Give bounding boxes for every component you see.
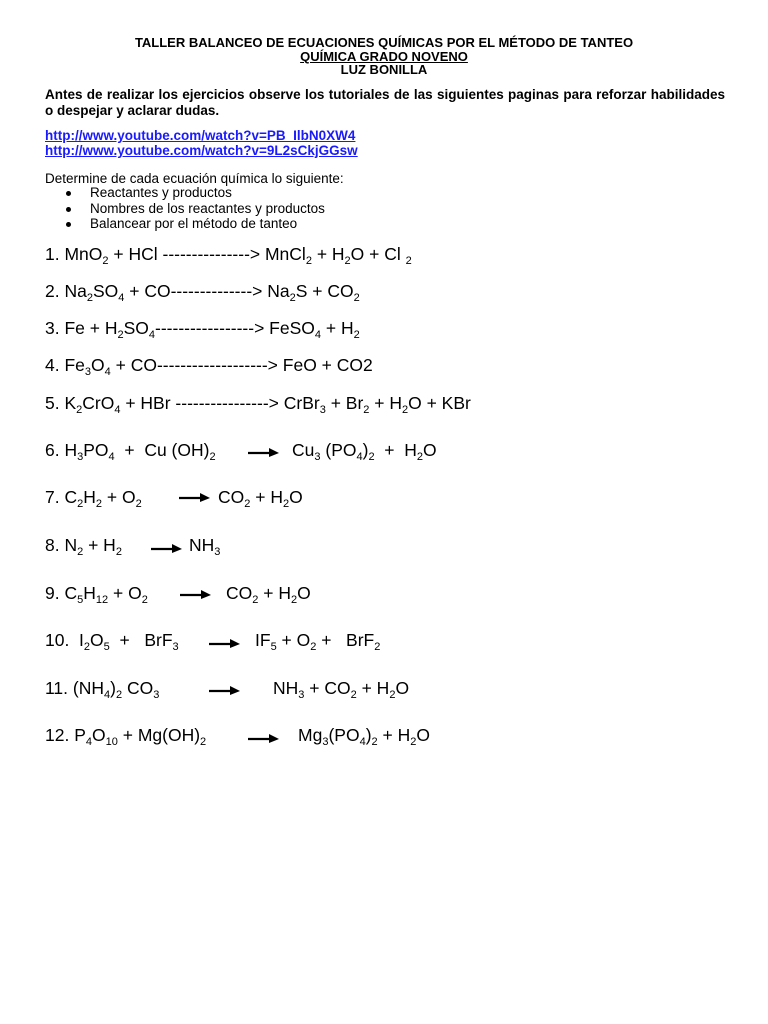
formula-text: H [83,487,96,507]
formula-text: + H [250,487,283,507]
subscript: 4 [314,329,321,341]
formula-text: CO [218,487,245,507]
reaction-arrow-icon [208,684,241,696]
equation-3 [45,317,360,342]
formula-text: 4. Fe [45,355,85,375]
formula-text: ) [110,678,116,698]
formula-text: + H [369,393,402,413]
subscript: 5 [270,641,277,653]
equation-products [292,440,437,463]
subscript: 2 [86,292,93,304]
subscript: 3 [172,641,179,653]
task-list [66,185,325,232]
formula-text: ) [365,725,372,745]
formula-text: O + Cl [350,244,406,264]
subscript: 2 [77,498,84,510]
equation-6 [45,439,216,464]
subscript: 2 [102,255,109,267]
equation-6-products [292,439,437,464]
equation-12-products [298,724,430,749]
equation-9 [45,582,148,607]
formula-text: 12. P [45,725,86,745]
subscript: 4 [85,736,92,748]
subscript: 2 [410,736,417,748]
formula-text: CrO [82,393,115,413]
subscript: 4 [356,451,363,463]
formula-text: + H [258,583,291,603]
subscript: 2 [389,689,396,701]
reaction-arrow-icon [247,446,280,458]
subscript: 2 [115,546,122,558]
subscript: 2 [310,641,317,653]
equation-9-products [226,582,311,607]
subscript: 2 [95,498,102,510]
subscript: 10 [105,736,118,748]
equation-products [218,487,303,510]
subscript: 2 [83,641,91,653]
subscript: 2 [77,546,84,558]
formula-text: 9. C [45,583,78,603]
formula-text: O + KBr [408,393,471,413]
formula-text: 7. C [45,487,78,507]
equation-2 [45,280,360,305]
subscript: 2 [141,594,148,606]
formula-text: + HCl ---------------> MnCl [108,244,306,264]
formula-text: + BrF [109,630,173,650]
formula-text: CO [122,678,154,698]
reaction-arrow-icon [150,542,183,554]
equation-products [189,535,221,558]
equation-reactants [45,678,160,701]
formula-text: IF [255,630,271,650]
subscript: 2 [371,736,378,748]
subscript: 2 [374,641,381,653]
formula-text: O [92,725,106,745]
equation-10 [45,629,179,654]
subscript: 3 [322,736,329,748]
equation-8-products [189,534,220,559]
subscript: 2 [200,736,207,748]
formula-text: + HBr ----------------> CrBr [120,393,320,413]
formula-text: PO [83,440,109,460]
subscript: 2 [353,292,360,304]
formula-text: O [423,440,437,460]
equation-11 [45,677,159,702]
subscript: 2 [290,594,298,606]
tutorial-link-2[interactable]: http://www.youtube.com/watch?v=9L2sCkjGGsw [45,143,358,158]
formula-text: + BrF [316,630,375,650]
subscript: 2 [402,404,409,416]
formula-text: Cu [292,440,315,460]
formula-text: O [297,583,311,603]
formula-text: + Mg(OH) [117,725,201,745]
reaction-arrow-icon [208,637,241,649]
formula-text: + O [108,583,142,603]
subscript: 5 [103,641,110,653]
equation-products [273,678,410,701]
formula-text: 2. Na [45,281,87,301]
equation-text [45,355,373,378]
formula-text: + O [276,630,311,650]
formula-text: + CO-------------------> FeO + CO2 [110,355,373,375]
intro-paragraph: Antes de realizar los ejercicios observe los tutoriales de las siguientes paginas para reforzar habilidades o despejar y aclarar dudas. [45,87,725,118]
equation-reactants [45,630,179,653]
subscript: 2 [305,255,312,267]
subscript: 2 [344,255,351,267]
task-item: Reactantes y productos [66,185,325,201]
subscript: 4 [104,689,111,701]
subscript: 2 [76,404,83,416]
subscript: 2 [115,689,123,701]
formula-text: NH [273,678,299,698]
subscript: 2 [282,498,290,510]
equation-products [226,583,311,606]
formula-text: CO [226,583,253,603]
author-line: LUZ BONILLA [340,62,428,77]
formula-text: O [395,678,410,698]
subscript: 2 [135,498,142,510]
subscript: 4 [118,292,125,304]
equation-reactants [45,487,142,510]
formula-text: ) [362,440,369,460]
equation-products [298,725,430,748]
formula-text: 5. K [45,393,77,413]
subscript: 2 [363,404,370,416]
subscript: 4 [108,451,115,463]
formula-text: + CO--------------> Na [124,281,290,301]
formula-text: O [289,487,303,507]
formula-text: O [416,725,430,745]
subscript: 4 [104,366,111,378]
equation-text [45,244,412,267]
subscript: 3 [77,451,84,463]
equation-5 [45,392,471,417]
formula-text: -----------------> FeSO [155,318,315,338]
formula-text: + CO [304,678,351,698]
formula-text: (PO [320,440,357,460]
formula-text: Mg [298,725,323,745]
subscript: 2 [209,451,216,463]
formula-text: SO [123,318,149,338]
formula-text: (PO [328,725,360,745]
subscript: 2 [252,594,259,606]
formula-text: + H [374,440,417,460]
formula-text: + H [321,318,354,338]
equation-7-products [218,486,303,511]
equation-12 [45,724,206,749]
reaction-arrow-icon [179,588,212,600]
subscript: 3 [214,546,221,558]
subscript: 4 [148,329,156,341]
equation-1 [45,243,412,268]
subscript: 3 [314,451,321,463]
formula-text: S + CO [295,281,354,301]
task-item: Balancear por el método de tanteo [66,216,325,232]
equation-11-products [273,677,409,702]
formula-text: 3. Fe + H [45,318,118,338]
equation-reactants [45,583,148,606]
reaction-arrow-icon [178,491,211,503]
subscript: 12 [95,594,109,606]
formula-text: 8. N [45,535,78,555]
subscript: 2 [350,689,357,701]
formula-text: O [91,355,105,375]
formula-text: + H [83,535,116,555]
subscript: 2 [368,451,375,463]
equation-reactants [45,535,122,558]
formula-text: 10. I [45,630,84,650]
equation-7 [45,486,142,511]
subscript: 2 [416,451,423,463]
formula-text: 11. (NH [45,678,104,698]
formula-text: + H [311,244,345,264]
formula-text: SO [92,281,119,301]
formula-text: NH [189,535,215,555]
formula-text: + H [356,678,390,698]
formula-text: + H [377,725,411,745]
subscript: 4 [114,404,121,416]
reaction-arrow-icon [247,732,280,744]
equation-text [45,281,360,304]
equation-8 [45,534,122,559]
subscript: 2 [289,292,296,304]
subscript: 3 [84,366,92,378]
formula-text: H [83,583,96,603]
formula-text: + Br [325,393,364,413]
subscript: 3 [319,404,326,416]
subscript: 2 [244,498,251,510]
subscript: 3 [298,689,305,701]
equation-10-products [255,629,380,654]
tutorial-link-1[interactable]: http://www.youtube.com/watch?v=PB_IlbN0XW4 [45,128,356,143]
subscript: 2 [353,329,360,341]
formula-text: O [90,630,104,650]
equation-text [45,393,471,416]
formula-text: + O [102,487,136,507]
subscript: 5 [77,594,84,606]
equation-4 [45,354,373,379]
equation-products [255,630,381,653]
task-item: Nombres de los reactantes y productos [66,201,325,217]
subscript: 4 [359,736,366,748]
formula-text: 6. H [45,440,78,460]
worksheet-title: TALLER BALANCEO DE ECUACIONES QUÍMICAS POR EL MÉTODO DE TANTEO [134,35,634,50]
formula-text: + Cu (OH) [114,440,210,460]
subscript: 2 [117,329,124,341]
equation-reactants [45,440,216,463]
subscript: 2 [405,255,412,267]
equation-text [45,318,360,341]
equation-reactants [45,725,207,748]
formula-text: 1. MnO [45,244,103,264]
subscript: 3 [153,689,160,701]
task-instruction: Determine de cada ecuación química lo siguiente: [45,171,344,186]
subject-text: QUÍMICA GRADO NOVENO [300,49,468,64]
